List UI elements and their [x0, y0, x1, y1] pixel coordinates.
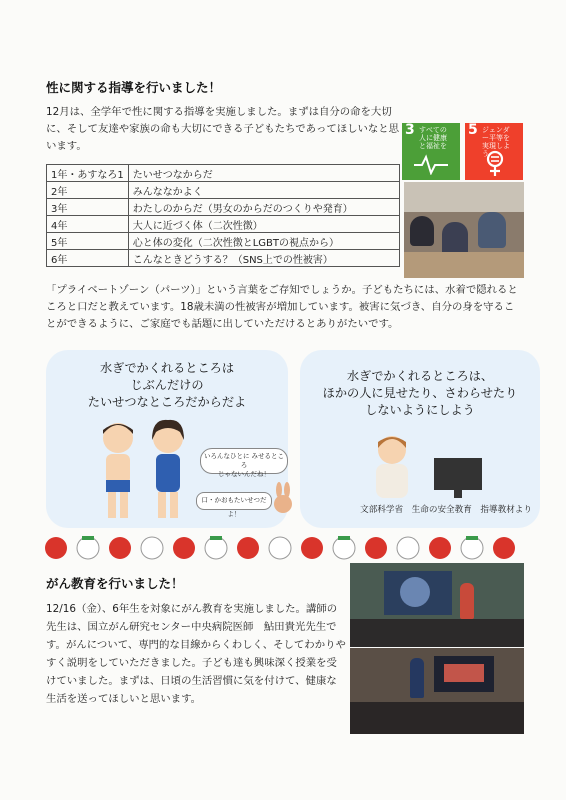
topic-cell: こんなときどうする？（SNS上での性被害）: [128, 250, 399, 267]
grade-cell: 1年・あすなろ1: [47, 165, 129, 182]
bubble-left-line: 水ぎでかくれるところは: [99, 361, 235, 375]
sdg5-number: 5: [468, 122, 478, 138]
children-illustration: [96, 418, 196, 524]
grade-cell: 4年: [47, 216, 129, 233]
changing-room-illustration: [362, 432, 522, 500]
bubble-right-line: ほかの人に見せたり、さわらせたり: [322, 386, 518, 400]
table-row: [47, 250, 400, 267]
topic-cell: 大人に近づく体（二次性徴）: [128, 216, 399, 233]
bubble-right-text: [304, 368, 536, 419]
table-row: [47, 165, 400, 182]
section1-heading: 性に関する指導を行いました！: [46, 80, 222, 95]
daruma-decoration-row: [44, 534, 524, 562]
section1-body: 「プライベートゾーン（パーツ）」という言葉をご存知でしょうか。子どもたちには、水着で隠れるところと口だと教えています。18歳未満の性被害が増加しています。被害に気づき、自分の身を守ることができるように、ご家庭でも話題に出していただけるとありがたいです。: [46, 284, 518, 330]
sdg3-number: 3: [405, 122, 415, 138]
sdg5-title: ジェンダー平等を実現しよう: [481, 126, 510, 158]
gender-equality-icon: [482, 148, 508, 178]
source-credit: 文部科学省 生命の安全教育 指導教材より: [360, 505, 532, 515]
table-row: [47, 199, 400, 216]
classroom-photo-1: [404, 182, 524, 278]
speech-line: じゃないんだね！: [218, 470, 270, 478]
bubble-right-line: しないようにしよう: [365, 403, 475, 417]
speech-bubble-mouth: 口・かおもたいせつだよ！: [196, 492, 272, 510]
heartbeat-icon: [412, 153, 450, 175]
classroom-photo-3: [350, 648, 524, 734]
rabbit-icon: [272, 482, 294, 518]
bubble-right-line: 水ぎでかくれるところは、: [346, 369, 494, 383]
classroom-photo-2: [350, 563, 524, 647]
grade-cell: 5年: [47, 233, 129, 250]
sdg3-title: すべての人に健康と福祉を: [418, 126, 447, 150]
speech-bubble-small: [200, 448, 288, 478]
topic-cell: たいせつなからだ: [128, 165, 399, 182]
topic-cell: みんななかよく: [128, 182, 399, 199]
section2-body: 12/16（金）、6年生を対象にがん教育を実施しました。講師の先生は、国立がん研究センター中央病院医師 鮎田貴光先生です。がんについて、専門的な目線からくわしく、そしてわかりやすく説明をしていただきました。子ども達も興味深く授業を受けていました。まずは、日頃の生活習慣に気を付けて、健康な生活を送ってほしいと思います。: [46, 603, 346, 705]
bubble-left-line: たいせつなところだからだよ: [87, 395, 247, 409]
grade-cell: 6年: [47, 250, 129, 267]
grade-topic-table: [46, 164, 400, 267]
table-row: [47, 182, 400, 199]
sdg5-icon: [465, 123, 523, 180]
table-row: [47, 233, 400, 250]
sdg3-icon: [402, 123, 460, 180]
grade-cell: 2年: [47, 182, 129, 199]
bubble-left-line: じぶんだけの: [130, 378, 204, 392]
topic-cell: わたしのからだ（男女のからだのつくりや発育）: [128, 199, 399, 216]
grade-cell: 3年: [47, 199, 129, 216]
section1-intro: 12月は、全学年で性に関する指導を実施しました。まずは自分の命を大切に、そして友達や家族の命も大切にできる子どもたちであってほしいなと思います。: [46, 106, 400, 152]
table-row: [47, 216, 400, 233]
bubble-left-text: [56, 360, 278, 411]
section2-heading: がん教育を行いました！: [46, 576, 184, 591]
topic-cell: 心と体の変化（二次性徴とLGBTの視点から）: [128, 233, 399, 250]
speech-line: いろんなひとに みせるところ: [203, 452, 285, 469]
